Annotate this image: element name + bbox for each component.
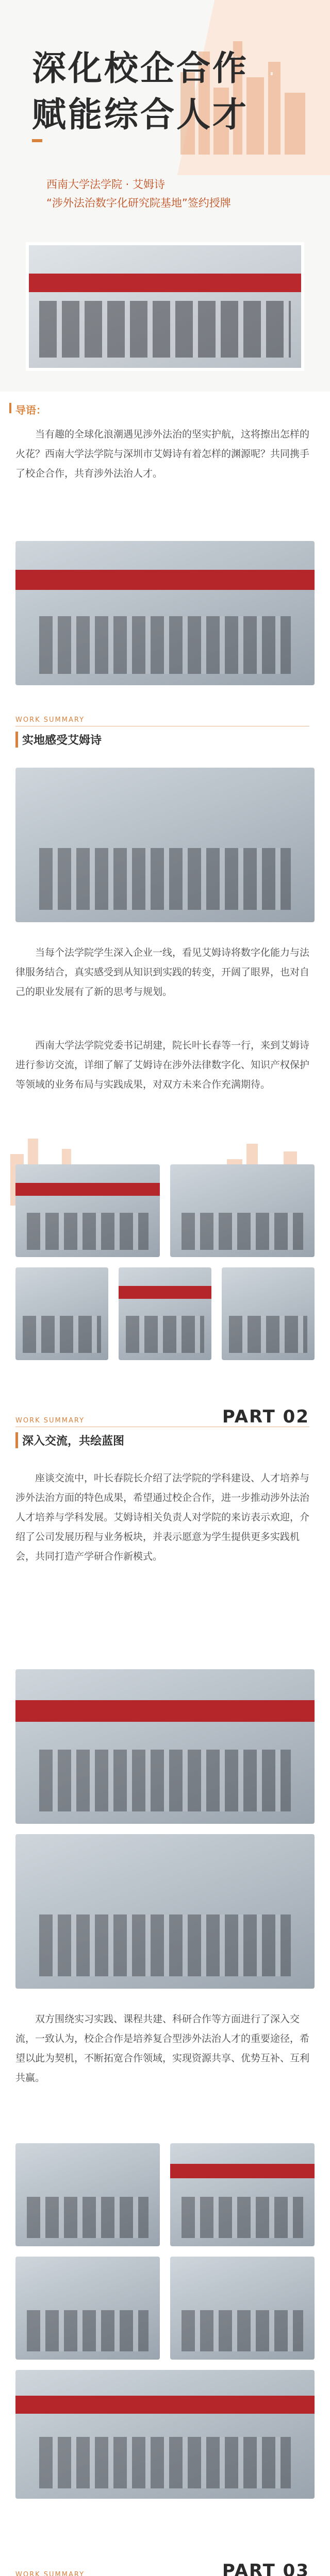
hero-title xyxy=(32,45,249,138)
section1-header xyxy=(15,716,309,748)
section1-gallery-3 xyxy=(15,1267,108,1360)
section2 xyxy=(0,1401,330,2555)
section2-paragraph-1: 座谈交流中，叶长春院长介绍了法学院的学科建设、人才培养与涉外法治方面的特色成果，希望通过校企合作，进一步推动涉外法治人才培养与学科发展。艾姆诗相关负责人对学院的来访表示欢迎，介绍了公司发展历程与业务板块，并表示愿意为学生提供更多实践机会，共同打造产学研合作新模式。 xyxy=(15,1472,310,1562)
hero-photo xyxy=(26,242,304,371)
section2-gallery-2 xyxy=(170,2143,315,2246)
section2-gallery-1 xyxy=(15,2143,160,2246)
hero-subtitle xyxy=(46,175,304,212)
section1-paragraph-2: 西南大学法学院党委书记胡建，院长叶长春等一行，来到艾姆诗进行参访交流，详细了解了艾姆诗在涉外法律数字化、知识产权保护等领域的业务布局与实践成果，对双方未来合作充满期待。 xyxy=(15,1040,310,1090)
section2-photo-2 xyxy=(15,1834,315,1989)
section2-label: WORK SUMMARY xyxy=(15,1417,85,1425)
section2-photo-1 xyxy=(15,1669,315,1824)
hero-title-line2: 赋能综合人才 xyxy=(32,95,249,134)
section2-gallery-5 xyxy=(15,2370,315,2499)
hero-subtitle-line2: “涉外法治数字化研究院基地”签约授牌 xyxy=(46,197,231,209)
intro-text: 当有趣的全球化浪潮遇见涉外法治的坚实护航，这将擦出怎样的火花？西南大学法学院与深圳市艾姆诗有着怎样的渊源呢？共同携手了校企合作，共育涉外法治人才。 xyxy=(15,429,310,479)
section1-gallery-1 xyxy=(15,1164,160,1257)
section1-photo-1 xyxy=(15,768,315,922)
section2-paragraph-2: 双方围绕实习实践、课程共建、科研合作等方面进行了深入交流，一致认为，校企合作是培养复合型涉外法治人才的重要途径，希望以此为契机，不断拓宽合作领域，实现资源共享、优势互补、互利共赢。 xyxy=(15,2013,310,2083)
intro-meeting-photo xyxy=(15,541,315,685)
section1-gallery-4 xyxy=(119,1267,211,1360)
hero-section xyxy=(0,0,330,392)
intro-tag: 导语： xyxy=(15,402,46,417)
section3-header xyxy=(15,2571,309,2576)
section3 xyxy=(0,2555,330,2576)
hero-photo-people xyxy=(39,301,291,358)
intro-section xyxy=(0,392,330,1401)
hero-photo-banner xyxy=(29,274,301,292)
hero-subtitle-line1: 西南大学法学院 · 艾姆诗 xyxy=(46,178,166,191)
hero-title-line1: 深化校企合作 xyxy=(32,48,249,88)
section1-gallery-5 xyxy=(222,1267,315,1360)
section2-part-number: PART 02 xyxy=(222,1406,309,1427)
section3-part-number: PART 03 xyxy=(222,2561,309,2576)
title-accent-bar xyxy=(32,139,42,142)
section1-title: 实地感受艾姆诗 xyxy=(15,732,102,748)
section1-label: WORK SUMMARY xyxy=(15,716,85,724)
section1-paragraph-1: 当每个法学院学生深入企业一线，看见艾姆诗将数字化能力与法律服务结合，真实感受到从知识到实践的转变，开阔了眼界，也对自己的职业发展有了新的思考与规划。 xyxy=(15,947,310,997)
section2-title: 深入交流，共绘蓝图 xyxy=(15,1432,124,1448)
section3-label: WORK SUMMARY xyxy=(15,2571,85,2576)
section2-gallery-4 xyxy=(170,2257,315,2360)
section1-gallery-2 xyxy=(170,1164,315,1257)
section2-gallery-3 xyxy=(15,2257,160,2360)
